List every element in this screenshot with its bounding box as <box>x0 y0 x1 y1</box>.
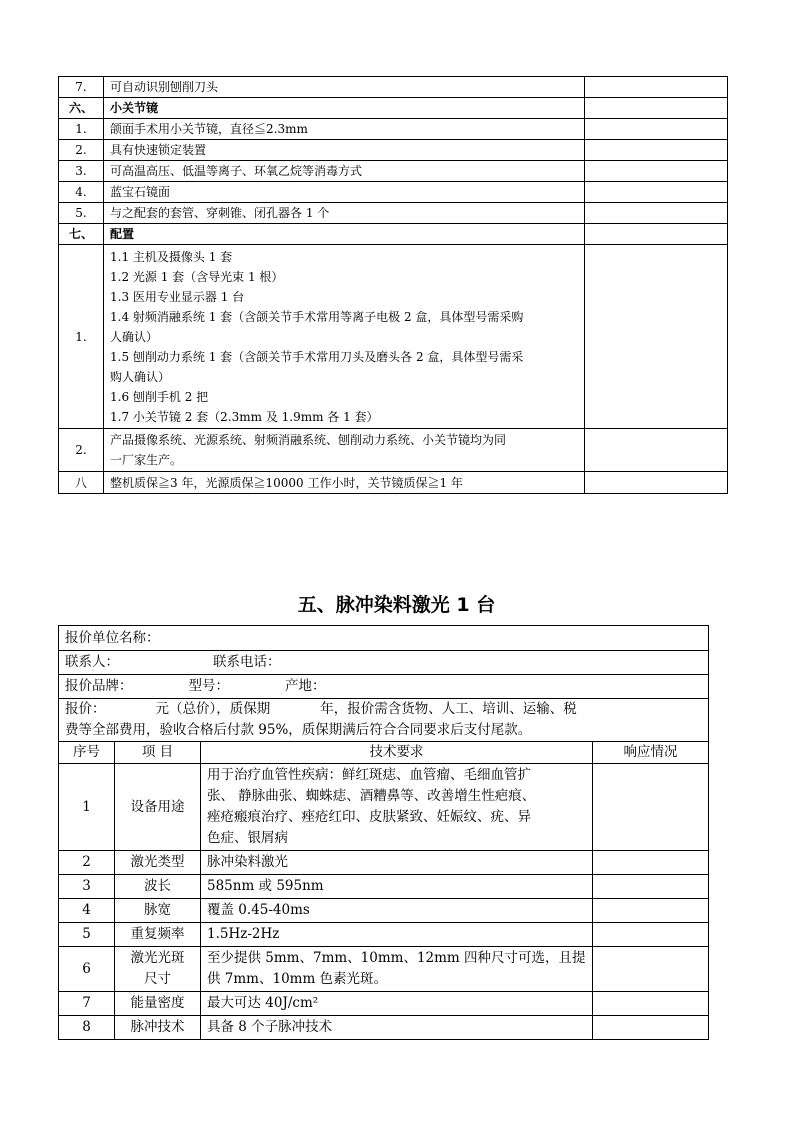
config-line: 1.7 小关节镜 2 套（2.3mm 及 1.9mm 各 1 套） <box>110 409 379 424</box>
item-line: 激光光斑 <box>130 950 185 966</box>
row-text: 颌面手术用小关节镜，直径≦2.3mm <box>104 119 585 140</box>
response-cell <box>585 224 728 245</box>
response-cell <box>593 1016 709 1040</box>
row-number: 5. <box>59 203 104 224</box>
table-row <box>59 992 709 1016</box>
row-tech: 覆盖 0.45-40ms <box>201 899 593 923</box>
section-number: 八 <box>59 472 104 494</box>
response-cell <box>593 899 709 923</box>
brand-label: 报价品牌： <box>65 678 133 694</box>
response-cell <box>585 429 728 472</box>
contact-label: 联系人： <box>65 654 119 670</box>
item-line: 尺寸 <box>144 971 171 987</box>
row-item: 脉宽 <box>115 899 201 923</box>
brand-cell <box>59 675 709 699</box>
section-number: 六、 <box>59 98 104 119</box>
response-cell <box>585 472 728 494</box>
warranty-row <box>59 472 728 494</box>
response-cell <box>585 161 728 182</box>
row-seq: 1 <box>59 764 115 851</box>
row-number: 7. <box>59 77 104 98</box>
table-row <box>59 182 728 203</box>
config-line: 1.2 光源 1 套（含导光束 1 根） <box>110 269 284 284</box>
phone-label: 联系电话： <box>213 654 281 670</box>
row-text: 可高温高压、低温等离子、环氧乙烷等消毒方式 <box>104 161 585 182</box>
table-row <box>59 119 728 140</box>
row-item: 设备用途 <box>115 764 201 851</box>
row-tech <box>201 947 593 992</box>
config-line: 1.1 主机及摄像头 1 套 <box>110 249 233 264</box>
row-seq: 4 <box>59 899 115 923</box>
config-line: 1.5 刨削动力系统 1 套（含颌关节手术常用刀头及磨头各 2 盒，具体型号需采 <box>110 349 524 364</box>
config-line: 人确认） <box>110 329 159 344</box>
row-tech: 脉冲染料激光 <box>201 851 593 875</box>
row-seq: 6 <box>59 947 115 992</box>
quote-table-pulsed-dye-laser <box>58 625 709 1040</box>
config-line: 1.6 刨削手机 2 把 <box>110 389 209 404</box>
table-row <box>59 161 728 182</box>
response-cell <box>585 182 728 203</box>
row-text: 可自动识别刨削刀头 <box>104 77 585 98</box>
table-row <box>59 77 728 98</box>
origin-label: 产地： <box>285 678 326 694</box>
row-tech: 1.5Hz-2Hz <box>201 923 593 947</box>
config-row <box>59 245 728 429</box>
row-text-line: 产品摄像系统、光源系统、射频消融系统、刨削动力系统、小关节镜均为同 <box>110 433 507 447</box>
response-cell <box>593 875 709 899</box>
row-seq: 8 <box>59 1016 115 1040</box>
response-cell <box>585 119 728 140</box>
row-seq: 2 <box>59 851 115 875</box>
response-cell <box>585 98 728 119</box>
section-row <box>59 224 728 245</box>
brand-row <box>59 675 709 699</box>
tech-line: 用于治疗血管性疾病：鲜红斑痣、血管瘤、毛细血管扩 <box>207 767 531 783</box>
header-row <box>59 742 709 764</box>
tech-line: 色症、银屑病 <box>207 830 288 846</box>
header-response: 响应情况 <box>593 742 709 764</box>
response-cell <box>593 764 709 851</box>
table-row <box>59 203 728 224</box>
response-cell <box>585 203 728 224</box>
header-tech: 技术要求 <box>201 742 593 764</box>
table-row <box>59 899 709 923</box>
config-line: 购人确认） <box>110 369 171 384</box>
tech-line: 供 7mm、10mm 色素光斑。 <box>207 971 388 987</box>
table-row <box>59 140 728 161</box>
row-tech: 585nm 或 595nm <box>201 875 593 899</box>
row-item: 重复频率 <box>115 923 201 947</box>
response-cell <box>593 851 709 875</box>
response-cell <box>593 923 709 947</box>
table-row <box>59 923 709 947</box>
section-title: 配置 <box>104 224 585 245</box>
section-title: 五、脉冲染料激光 1 台 <box>297 594 496 616</box>
tech-line: 张、 静脉曲张、蜘蛛痣、酒糟鼻等、改善增生性疤痕、 <box>207 788 536 804</box>
quote-unit-row <box>59 626 709 651</box>
price-row <box>59 699 709 742</box>
row-text: 具有快速锁定装置 <box>104 140 585 161</box>
row-tech: 具备 8 个子脉冲技术 <box>201 1016 593 1040</box>
row-number: 4. <box>59 182 104 203</box>
table-row <box>59 875 709 899</box>
row-number: 1. <box>59 119 104 140</box>
tech-line: 至少提供 5mm、7mm、10mm、12mm 四种尺寸可选，且提 <box>207 950 586 966</box>
row-number: 2. <box>59 140 104 161</box>
row-item: 激光类型 <box>115 851 201 875</box>
response-cell <box>593 992 709 1016</box>
table-row <box>59 947 709 992</box>
price-cell <box>59 699 709 742</box>
table-row <box>59 764 709 851</box>
row-item: 能量密度 <box>115 992 201 1016</box>
section-row <box>59 98 728 119</box>
response-cell <box>593 947 709 992</box>
config-line: 1.3 医用专业显示器 1 台 <box>110 289 245 304</box>
header-seq: 序号 <box>59 742 115 764</box>
row-text: 蓝宝石镜面 <box>104 182 585 203</box>
response-cell <box>585 140 728 161</box>
table-row <box>59 429 728 472</box>
contact-row <box>59 651 709 675</box>
header-item: 项 目 <box>115 742 201 764</box>
table-row <box>59 1016 709 1040</box>
row-number: 2. <box>59 429 104 472</box>
price-terms-text: 年，报价需含货物、人工、培训、运输、税 <box>320 701 577 717</box>
row-item <box>115 947 201 992</box>
response-cell <box>585 245 728 429</box>
model-label: 型号： <box>188 678 229 694</box>
spec-table-arthroscope <box>58 76 728 494</box>
row-seq: 5 <box>59 923 115 947</box>
row-seq: 7 <box>59 992 115 1016</box>
row-text-line: 一厂家生产。 <box>110 453 183 467</box>
price-terms-text-2: 费等全部费用，验收合格后付款 95%，质保期满后符合合同要求后支付尾款。 <box>65 722 532 738</box>
row-number: 1. <box>59 245 104 429</box>
row-item: 脉冲技术 <box>115 1016 201 1040</box>
row-number: 3. <box>59 161 104 182</box>
table-row <box>59 851 709 875</box>
row-tech: 最大可达 40J/cm² <box>201 992 593 1016</box>
warranty-text: 整机质保≧3 年，光源质保≧10000 工作小时，关节镜质保≧1 年 <box>104 472 585 494</box>
section-number: 七、 <box>59 224 104 245</box>
config-line: 1.4 射频消融系统 1 套（含颌关节手术常用等离子电极 2 盒，具体型号需采购 <box>110 309 524 324</box>
row-tech <box>201 764 593 851</box>
section-title: 小关节镜 <box>104 98 585 119</box>
response-cell <box>585 77 728 98</box>
price-label: 报价： <box>65 701 106 717</box>
row-item: 波长 <box>115 875 201 899</box>
quote-unit-label: 报价单位名称： <box>59 626 709 651</box>
price-total-text: 元（总价），质保期 <box>155 701 271 717</box>
row-text: 与之配套的套管、穿刺锥、闭孔器各 1 个 <box>104 203 585 224</box>
tech-line: 痤疮瘢痕治疗、痤疮红印、皮肤紧致、妊娠纹、疣、异 <box>207 809 531 825</box>
contact-cell <box>59 651 709 675</box>
config-list <box>104 245 585 429</box>
row-text <box>104 429 585 472</box>
row-seq: 3 <box>59 875 115 899</box>
